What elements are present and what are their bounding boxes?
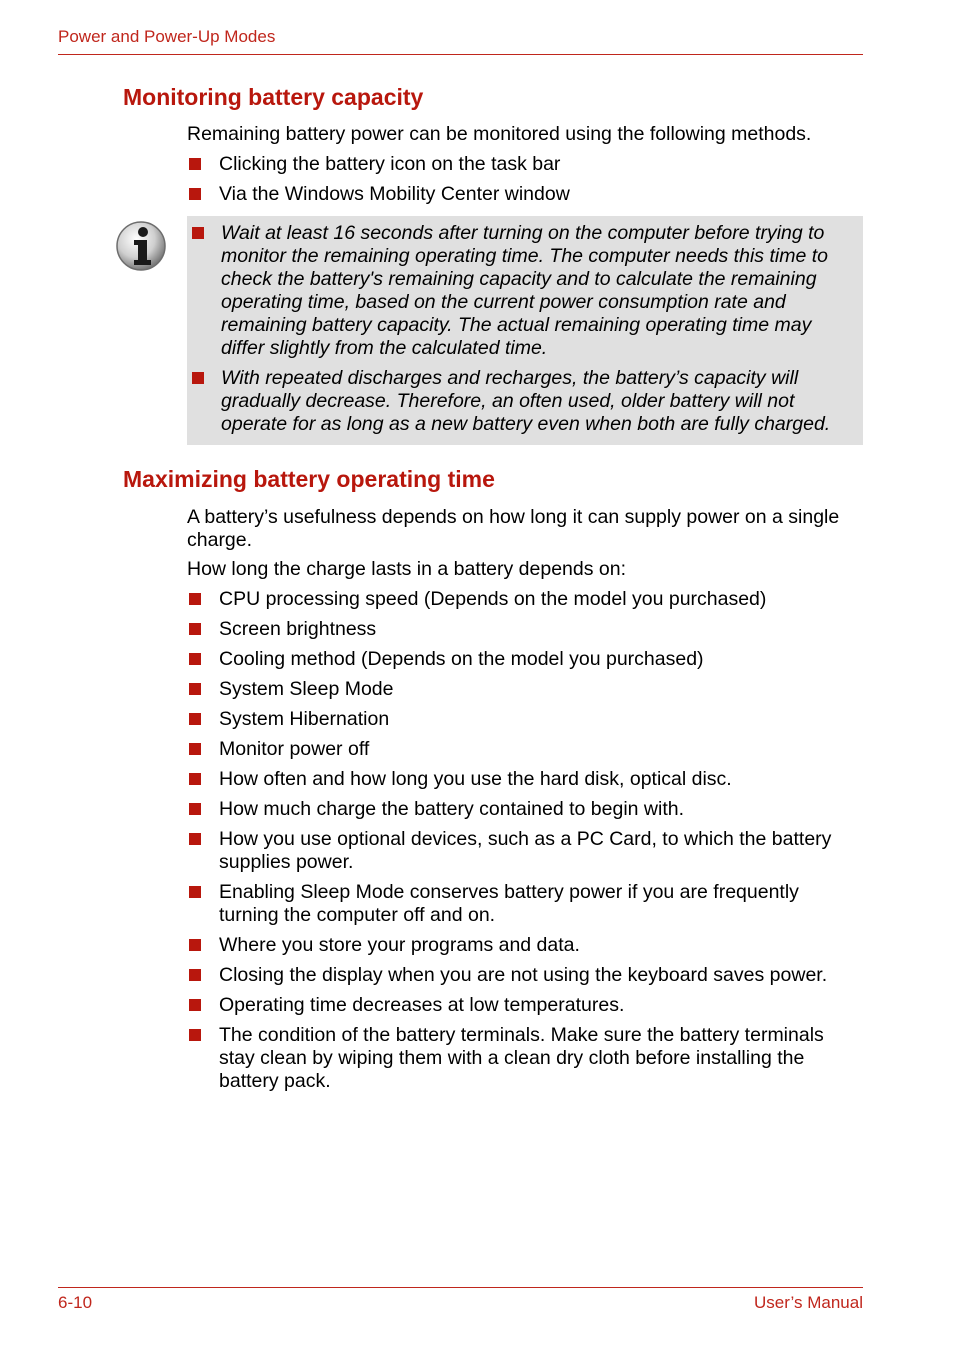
- bullet-square-icon: [189, 713, 201, 725]
- bullet-square-icon: [189, 773, 201, 785]
- list-item: System Sleep Mode: [187, 678, 863, 701]
- bullet-square-icon: [189, 653, 201, 665]
- list-item: The condition of the battery terminals. Make sure the battery terminals stay clean by wiping them with a clean dry cloth before installing the battery pack.: [187, 1024, 863, 1093]
- page-number: 6-10: [58, 1293, 93, 1312]
- bullet-square-icon: [189, 188, 201, 200]
- header-rule: [58, 54, 863, 55]
- bullet-square-icon: [192, 372, 204, 384]
- section2-bullet-list: [187, 588, 863, 1100]
- list-item: Operating time decreases at low temperatures.: [187, 994, 863, 1017]
- list-item: System Hibernation: [187, 708, 863, 731]
- section2-para2: How long the charge lasts in a battery depends on:: [187, 558, 627, 580]
- heading-maximizing-battery-operating-time: Maximizing battery operating time: [123, 466, 495, 492]
- list-item: Closing the display when you are not using the keyboard saves power.: [187, 964, 863, 987]
- heading-monitoring-battery-capacity: Monitoring battery capacity: [123, 84, 424, 110]
- bullet-square-icon: [189, 743, 201, 755]
- bullet-square-icon: [189, 939, 201, 951]
- info-icon: [114, 219, 168, 273]
- bullet-square-icon: [189, 1029, 201, 1041]
- list-item: Cooling method (Depends on the model you purchased): [187, 648, 863, 671]
- bullet-square-icon: [189, 803, 201, 815]
- section1-bullet-list: [187, 153, 863, 213]
- note-item: With repeated discharges and recharges, the battery’s capacity will gradually decrease. Therefore, an often used, older battery will not operate for as long as a new battery even when both are fully charged.: [187, 367, 857, 436]
- section2-para1: A battery’s usefulness depends on how long it can supply power on a single charge.: [187, 506, 840, 551]
- bullet-square-icon: [189, 683, 201, 695]
- note-list: [187, 216, 863, 436]
- list-item: Clicking the battery icon on the task bar: [187, 153, 863, 176]
- list-item: How often and how long you use the hard disk, optical disc.: [187, 768, 863, 791]
- bullet-square-icon: [189, 158, 201, 170]
- note-item: Wait at least 16 seconds after turning on the computer before trying to monitor the remaining operating time. The computer needs this time to check the battery's remaining capacity and to calculate the remaining operating time, based on the current power consumption rate and remaining battery capacity. The actual remaining operating time may differ slightly from the calculated time.: [187, 222, 857, 360]
- bullet-square-icon: [189, 623, 201, 635]
- list-item: How you use optional devices, such as a PC Card, to which the battery supplies power.: [187, 828, 863, 874]
- bullet-square-icon: [192, 227, 204, 239]
- list-item: Where you store your programs and data.: [187, 934, 863, 957]
- bullet-square-icon: [189, 999, 201, 1011]
- section1-intro: Remaining battery power can be monitored using the following methods.: [187, 123, 812, 145]
- manual-title: User’s Manual: [754, 1293, 863, 1312]
- footer-rule: [58, 1287, 863, 1288]
- running-header: Power and Power-Up Modes: [58, 27, 276, 46]
- note-box: [187, 216, 863, 445]
- bullet-square-icon: [189, 833, 201, 845]
- list-item: Monitor power off: [187, 738, 863, 761]
- list-item: How much charge the battery contained to begin with.: [187, 798, 863, 821]
- bullet-square-icon: [189, 886, 201, 898]
- list-item: Screen brightness: [187, 618, 863, 641]
- list-item: Enabling Sleep Mode conserves battery power if you are frequently turning the computer off and on.: [187, 881, 863, 927]
- bullet-square-icon: [189, 969, 201, 981]
- list-item: Via the Windows Mobility Center window: [187, 183, 863, 206]
- list-item: CPU processing speed (Depends on the model you purchased): [187, 588, 863, 611]
- bullet-square-icon: [189, 593, 201, 605]
